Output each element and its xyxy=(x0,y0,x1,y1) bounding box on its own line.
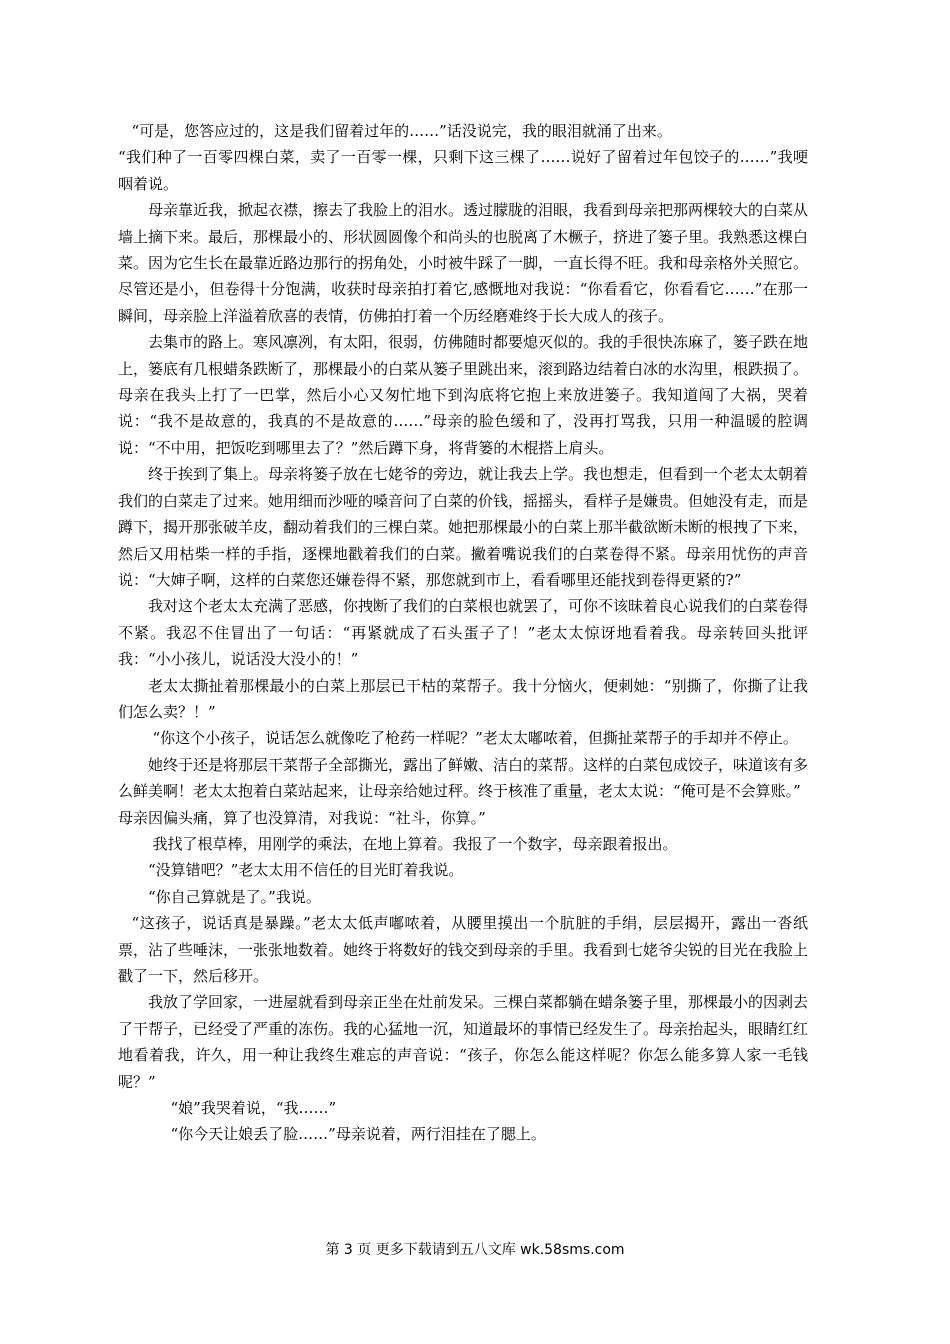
paragraph: 老太太撕扯着那棵最小的白菜上那层已干枯的菜帮子。我十分恼火，便刺她：“别撕了，你撕了让我们怎么卖？！” xyxy=(118,676,808,721)
paragraph: 我对这个老太太充满了恶感，你拽断了我们的白菜根也就罢了，可你不该昧着良心说我们的白菜卷得不紧。我忍不住冒出了一句话：“再紧就成了石头蛋子了！”老太太惊讶地看着我。母亲转回头批评我：“小小孩儿，说话没大没小的！” xyxy=(118,597,809,669)
paragraph: 我找了根草棒，用刚学的乘法，在地上算着。我报了一个数字，母亲跟着报出。 xyxy=(152,834,678,853)
paragraph: 母亲靠近我，掀起衣襟，擦去了我脸上的泪水。透过朦胧的泪眼，我看到母亲把那两棵较大的白菜从墙上摘下来。最后，那棵最小的、形状圆圆像个和尚头的也脱离了木橛子，挤进了篓子里。我熟悉这棵白菜。因为它生长在最靠近路边那行的拐角处，小时被牛踩了一脚，一直长得不旺。我和母亲格外关照它。尽管还是小，但卷得十分饱满，收获时母亲拍打着它,感慨地对我说：“你看看它，你看看它……”在那一瞬间，母亲脸上洋溢着欣喜的表情，仿佛拍打着一个历经磨难终于长大成人的孩子。 xyxy=(118,201,809,325)
page-footer xyxy=(0,1240,950,1260)
article-body xyxy=(118,118,808,1148)
paragraph: 去集市的路上。寒风凛冽，有太阳，很弱，仿佛随时都要熄灭似的。我的手很快冻麻了，篓子跌在地上，篓底有几根蜡条跌断了，那棵最小的白菜从篓子里跳出来，滚到路边结着白冰的水沟里，根跌损了。母亲在我头上打了一巴掌，然后小心又匆忙地下到沟底将它抱上来放进篓子。我知道闯了大祸，哭着说：“我不是故意的，我真的不是故意的……”母亲的脸色缓和了，没再打骂我，只用一种温暖的腔调说：“不中用，把饭吃到哪里去了？”然后蹲下身，将背篓的木棍搭上肩头。 xyxy=(118,333,809,457)
paragraph: “没算错吧？”老太太用不信任的目光盯着我说。 xyxy=(148,861,464,880)
paragraph: “这孩子，说话真是暴躁。”老太太低声嘟哝着，从腰里摸出一个肮脏的手绢，层层揭开，露出一沓纸票，沾了些唾沫，一张张地数着。她终于将数好的钱交到母亲的手里。我看到七姥爷尖锐的目光在我脸上戳了一下，然后移开。 xyxy=(118,914,809,985)
paragraph: “可是，您答应过的，这是我们留着过年的……”话没说完，我的眼泪就涌了出来。 xyxy=(131,122,672,140)
paragraph: “我们种了一百零四棵白菜，卖了一百零一棵，只剩下这三棵了……说好了留着过年包饺子的……”我哽咽着说。 xyxy=(118,148,808,193)
footer-text: 第 3 页 更多下载请到五八文库 wk.58sms.com xyxy=(325,1242,625,1258)
paragraph: “你自己算就是了。”我说。 xyxy=(148,887,321,906)
paragraph: “你今天让娘丢了脸……”母亲说着，两行泪挂在了腮上。 xyxy=(170,1125,546,1144)
paragraph: 终于挨到了集上。母亲将篓子放在七姥爷的旁边，就让我去上学。我也想走，但看到一个老太太朝着我们的白菜走了过来。她用细而沙哑的嗓音问了白菜的价钱，摇摇头，看样子是嫌贵。但她没有走，而是蹲下，揭开那张破羊皮，翻动着我们的三棵白菜。她把那棵最小的白菜上那半截欲断未断的根拽了下来，然后又用枯柴一样的手指，逐棵地戳着我们的白菜。撇着嘴说我们的白菜卷得不紧。母亲用忧伤的声音说：“大婶子啊，这样的白菜您还嫌卷得不紧，那您就到市上，看看哪里还能找到卷得更紧的?” xyxy=(118,465,809,589)
paragraph: “你这个小孩子，说话怎么就像吃了枪药一样呢？”老太太嘟哝着，但撕扯菜帮子的手却并不停止。 xyxy=(152,729,798,748)
paragraph: 我放了学回家，一进屋就看到母亲正坐在灶前发呆。三棵白菜都躺在蜡条篓子里，那棵最小的因剥去了干帮子，已经受了严重的冻伤。我的心猛地一沉，知道最坏的事情已经发生了。母亲抬起头，眼睛红红地看着我，许久，用一种让我终生难忘的声音说：“孩子，你怎么能这样呢？你怎么能多算人家一毛钱呢？” xyxy=(118,993,809,1091)
paragraph: 她终于还是将那层干菜帮子全部撕光，露出了鲜嫩、洁白的菜帮。这样的白菜包成饺子，味道该有多么鲜美啊！老太太抱着白菜站起来，让母亲给她过秤。终于核准了重量，老太太说：“俺可是不会算账。” xyxy=(118,755,809,801)
paragraph: 母亲因偏头痛，算了也没算清，对我说：“社斗，你算。” xyxy=(118,808,486,827)
paragraph: “娘”我哭着说，“我……” xyxy=(170,1099,337,1118)
